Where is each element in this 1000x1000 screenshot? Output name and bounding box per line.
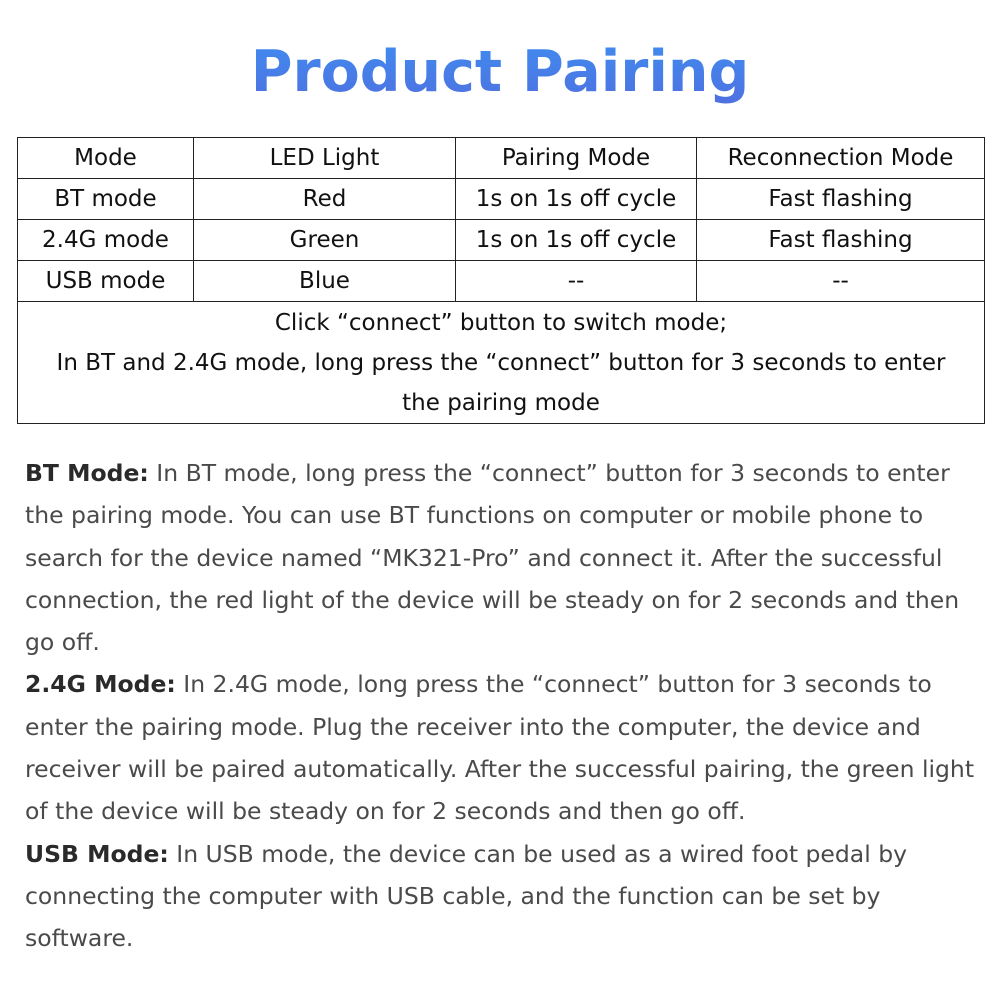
header-cell-led-light: LED Light bbox=[194, 138, 456, 179]
table-note-cell bbox=[18, 302, 985, 424]
table-cell: Red bbox=[194, 179, 456, 220]
bt-mode-label: BT Mode: bbox=[25, 459, 149, 487]
table-cell: BT mode bbox=[18, 179, 194, 220]
table-cell: -- bbox=[697, 261, 985, 302]
24g-mode-description: In 2.4G mode, long press the “connect” button for 3 seconds to enter the pairing mode. Plug the receiver into the computer, the device and receiver will be paired automatically. After the successful pairing, the green light of the device will be steady on for 2 seconds and then go off. bbox=[25, 670, 975, 826]
table-note-row bbox=[18, 302, 985, 424]
table-row bbox=[18, 220, 985, 261]
24g-mode-label: 2.4G Mode: bbox=[25, 670, 176, 699]
table-cell: -- bbox=[456, 261, 697, 302]
header-cell-pairing-mode: Pairing Mode bbox=[456, 138, 697, 179]
table-cell: Fast flashing bbox=[697, 179, 985, 220]
header-cell-reconnection-mode: Reconnection Mode bbox=[697, 138, 985, 179]
note-line-switch-mode: Click “connect” button to switch mode; bbox=[274, 309, 728, 336]
24g-mode-paragraph bbox=[25, 663, 985, 832]
table-cell: USB mode bbox=[18, 261, 194, 302]
table-cell: Blue bbox=[194, 261, 456, 302]
instructions-text bbox=[25, 452, 985, 960]
table-cell: Fast flashing bbox=[697, 220, 985, 261]
table-header-row bbox=[18, 138, 985, 179]
usb-mode-label: USB Mode: bbox=[25, 839, 169, 868]
pairing-table bbox=[17, 137, 985, 424]
table-cell: 1s on 1s off cycle bbox=[456, 179, 697, 220]
header-cell-mode: Mode bbox=[18, 138, 194, 179]
bt-mode-description: In BT mode, long press the “connect” button for 3 seconds to enter the pairing mode. You can use BT functions on computer or mobile phone to search for the device named “MK321-Pro” and connect it. After the successful connection, the red light of the device will be steady on for 2 seconds and then go off. bbox=[25, 459, 960, 657]
usb-mode-description: In USB mode, the device can be used as a wired foot pedal by connecting the computer with USB cable, and the function can be set by software. bbox=[25, 839, 908, 953]
bt-mode-paragraph bbox=[25, 452, 985, 663]
table-cell: Green bbox=[194, 220, 456, 261]
table-cell: 2.4G mode bbox=[18, 220, 194, 261]
page-title: Product Pairing bbox=[0, 36, 1000, 108]
table-row bbox=[18, 179, 985, 220]
usb-mode-paragraph bbox=[25, 833, 985, 960]
note-line-pairing: In BT and 2.4G mode, long press the “connect” button for 3 seconds to enter the pairing mode bbox=[56, 349, 946, 416]
table-row bbox=[18, 261, 985, 302]
table-cell: 1s on 1s off cycle bbox=[456, 220, 697, 261]
